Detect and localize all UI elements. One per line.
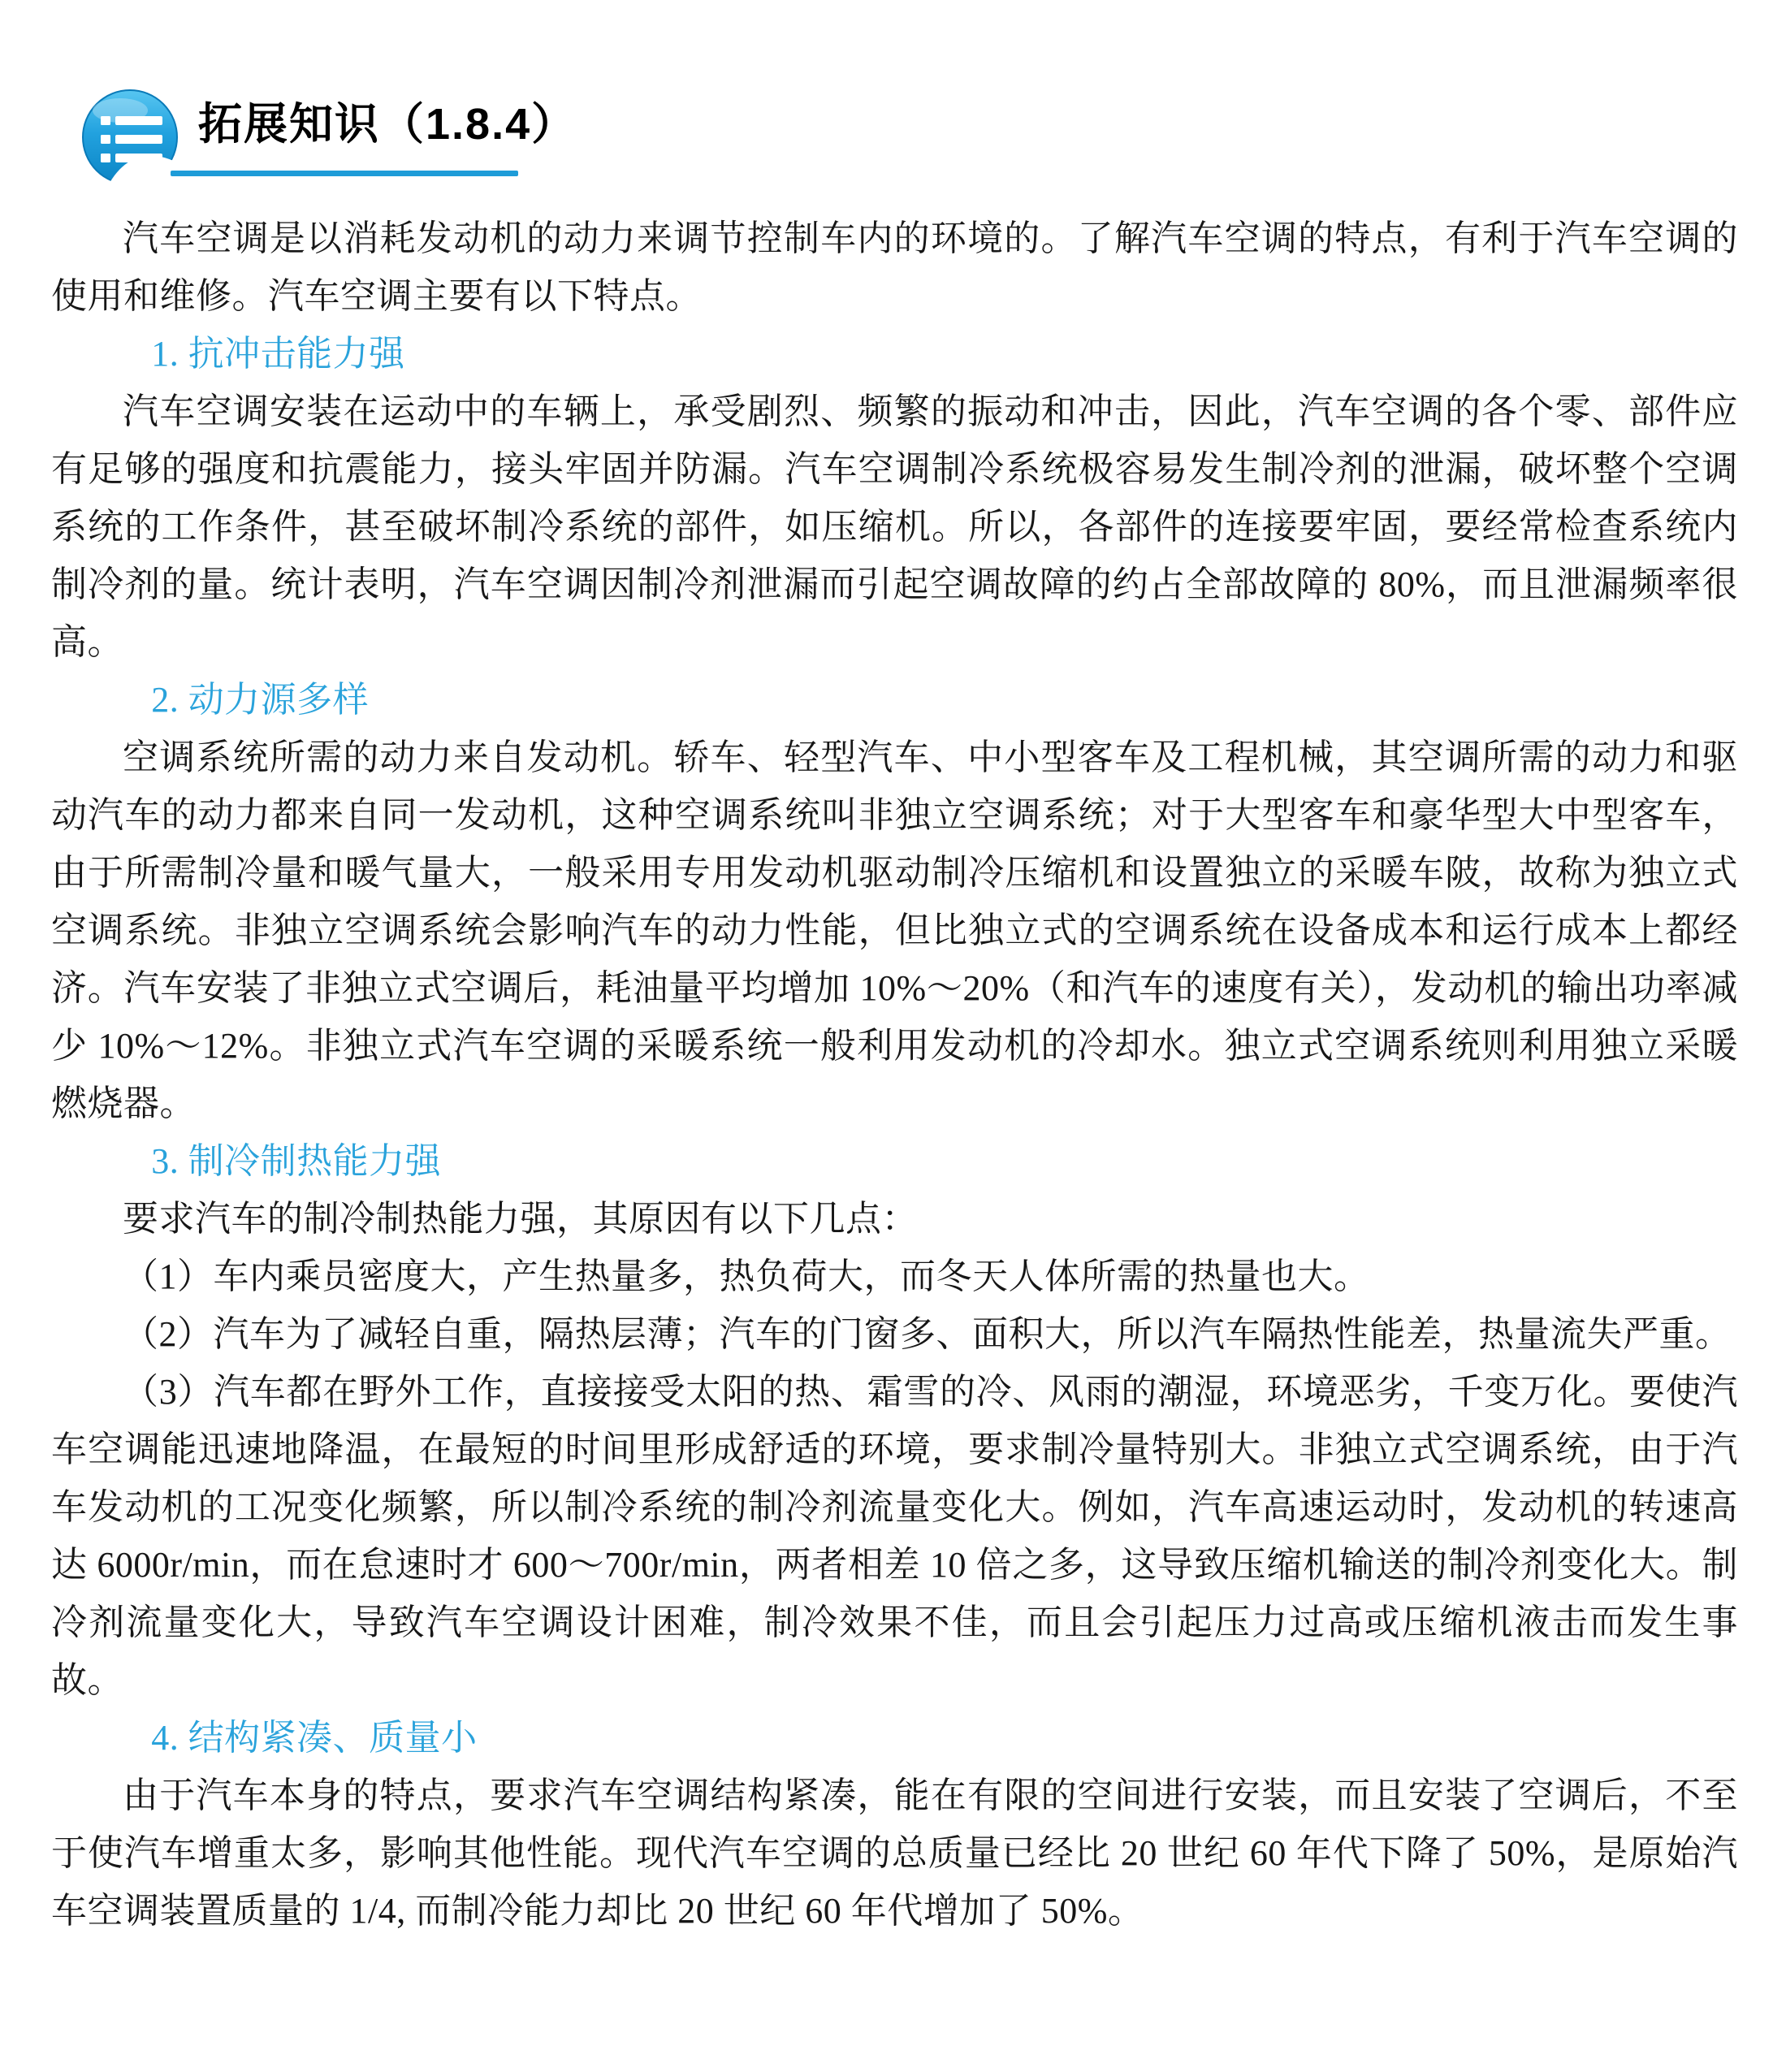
body-paragraph: 空调系统所需的动力来自发动机。轿车、轻型汽车、中小型客车及工程机械，其空调所需的动力和驱动汽车的动力都来自同一发动机，这种空调系统叫非独立空调系统；对于大型客车和豪华型大中型客车，由于所需制冷量和暖气量大，一般采用专用发动机驱动制冷压缩机和设置独立的采暖车陂，故称为独立式空调系统。非独立空调系统会影响汽车的动力性能，但比独立式的空调系统在设备成本和运行成本上都经济。汽车安装了非独立式空调后，耗油量平均增加 10%～20%（和汽车的速度有关），发动机的输出功率减少 10%～12%。非独立式汽车空调的采暖系统一般利用发动机的冷却水。独立式空调系统则利用独立采暖燃烧器。 <box>51 738 1738 1123</box>
body-paragraph: 汽车空调是以消耗发动机的动力来调节控制车内的环境的。了解汽车空调的特点，有利于汽车空调的使用和维修。汽车空调主要有以下特点。 <box>51 218 1738 316</box>
section-heading: 4. 结构紧凑、质量小 <box>151 1718 478 1758</box>
body-paragraph: 汽车空调安装在运动中的车辆上，承受剧烈、频繁的振动和冲击，因此，汽车空调的各个零、部件应有足够的强度和抗震能力，接头牢固并防漏。汽车空调制冷系统极容易发生制冷剂的泄漏，破坏整个空调系统的工作条件，甚至破坏制冷系统的部件，如压缩机。所以，各部件的连接要牢固，要经常检查系统内制冷剂的量。统计表明，汽车空调因制冷剂泄漏而引起空调故障的约占全部故障的 80%，而且泄漏频率很高。 <box>51 391 1738 662</box>
body-paragraph: 要求汽车的制冷制热能力强，其原因有以下几点： <box>123 1199 918 1239</box>
section-heading: 2. 动力源多样 <box>151 680 370 720</box>
body-paragraph: 由于汽车本身的特点，要求汽车空调结构紧凑，能在有限的空间进行安装，而且安装了空调后，不至于使汽车增重太多，影响其他性能。现代汽车空调的总质量已经比 20 世纪 60 年代下降了 50%，是原始汽车空调装置质量的 1/4, 而制冷能力却比 20 世纪 60 年代增加了 50%。 <box>51 1776 1738 1931</box>
section-header <box>81 88 577 190</box>
body-paragraph: （2）汽车为了减轻自重，隔热层薄；汽车的门窗多、面积大，所以汽车隔热性能差，热量流失严重。 <box>123 1314 1732 1354</box>
body-paragraph: （3）汽车都在野外工作，直接接受太阳的热、霜雪的冷、风雨的潮湿，环境恶劣，千变万化。要使汽车空调能迅速地降温，在最短的时间里形成舒适的环境，要求制冷量特别大。非独立式空调系统，由于汽车发动机的工况变化频繁，所以制冷系统的制冷剂流量变化大。例如，汽车高速运动时，发动机的转速高达 6000r/min，而在怠速时才 600～700r/min，两者相差 10 倍之多，这导致压缩机输送的制冷剂变化大。制冷剂流量变化大，导致汽车空调设计困难，制冷效果不佳，而且会引起压力过高或压缩机液击而发生事故。 <box>51 1372 1738 1700</box>
title-block <box>198 88 577 176</box>
document-body <box>51 210 1738 1940</box>
section-heading: 3. 制冷制热能力强 <box>151 1141 442 1181</box>
page-title: 拓展知识（1.8.4） <box>198 100 577 149</box>
section-heading: 1. 抗冲击能力强 <box>151 334 405 374</box>
title-underline <box>171 171 518 176</box>
body-paragraph: （1）车内乘员密度大，产生热量多，热负荷大，而冬天人体所需的热量也大。 <box>123 1257 1370 1296</box>
bulleted-list-icon <box>81 88 180 190</box>
